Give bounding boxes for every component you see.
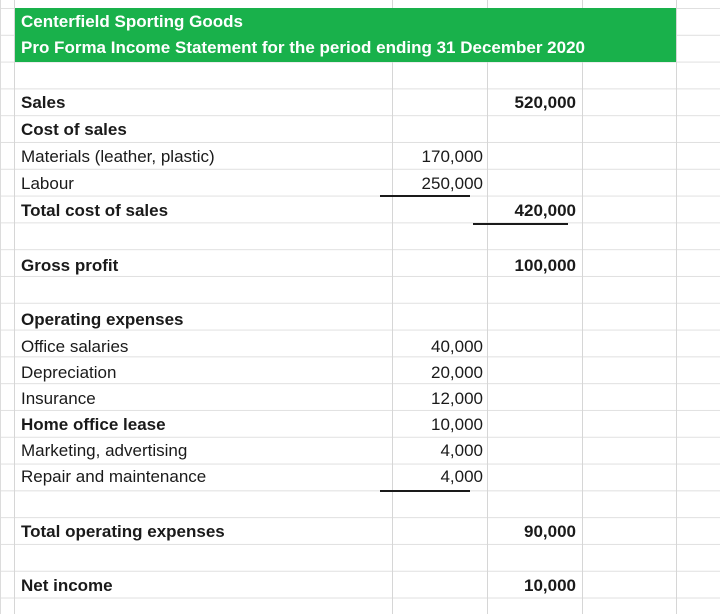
row-net-income[interactable]	[15, 572, 676, 598]
row-item-value: 4,000	[440, 441, 483, 460]
row-label: Marketing, advertising	[21, 441, 188, 460]
row-label: Operating expenses	[21, 310, 184, 329]
row-item-value: 250,000	[421, 174, 483, 193]
row-label: Repair and maintenance	[21, 467, 207, 486]
grid-column-line	[676, 0, 677, 614]
row-cost-of-sales[interactable]	[15, 116, 676, 142]
row-total-cost-of-sales[interactable]	[15, 197, 676, 223]
row-item-value: 10,000	[431, 415, 483, 434]
row-total-operating-expenses[interactable]	[15, 518, 676, 544]
row-label: Depreciation	[21, 363, 117, 382]
row-labour[interactable]	[15, 170, 676, 196]
row-repair-maintenance[interactable]	[15, 463, 676, 489]
row-gross-profit[interactable]	[15, 252, 676, 278]
subtotal-underline	[380, 490, 470, 492]
row-total-value: 90,000	[524, 522, 576, 541]
row-item-value: 4,000	[440, 467, 483, 486]
total-underline	[473, 223, 568, 225]
row-insurance[interactable]	[15, 385, 676, 411]
row-label: Total cost of sales	[21, 201, 169, 220]
row-item-value: 12,000	[431, 389, 483, 408]
row-marketing-advertising[interactable]	[15, 437, 676, 463]
row-total-value: 520,000	[514, 93, 576, 112]
row-label: Gross profit	[21, 256, 119, 275]
row-label: Sales	[21, 93, 66, 112]
row-total-value: 420,000	[514, 201, 576, 220]
row-depreciation[interactable]	[15, 359, 676, 385]
row-item-value: 40,000	[431, 337, 483, 356]
statement-title: Pro Forma Income Statement for the period ending 31 December 2020	[21, 38, 585, 57]
row-sales[interactable]	[15, 89, 676, 115]
row-label: Home office lease	[21, 415, 166, 434]
row-label: Office salaries	[21, 337, 129, 356]
row-label: Cost of sales	[21, 120, 127, 139]
row-item-value: 20,000	[431, 363, 483, 382]
row-operating-expenses[interactable]	[15, 306, 676, 332]
row-label: Net income	[21, 576, 113, 595]
row-home-office-lease[interactable]	[15, 411, 676, 437]
statement-header[interactable]	[15, 8, 676, 62]
row-total-value: 10,000	[524, 576, 576, 595]
row-label: Total operating expenses	[21, 522, 225, 541]
row-total-value: 100,000	[514, 256, 576, 275]
row-item-value: 170,000	[421, 147, 483, 166]
row-label: Materials (leather, plastic)	[21, 147, 215, 166]
row-materials[interactable]	[15, 143, 676, 169]
row-label: Labour	[21, 174, 74, 193]
company-name: Centerfield Sporting Goods	[21, 12, 243, 31]
row-label: Insurance	[21, 389, 96, 408]
row-office-salaries[interactable]	[15, 333, 676, 359]
